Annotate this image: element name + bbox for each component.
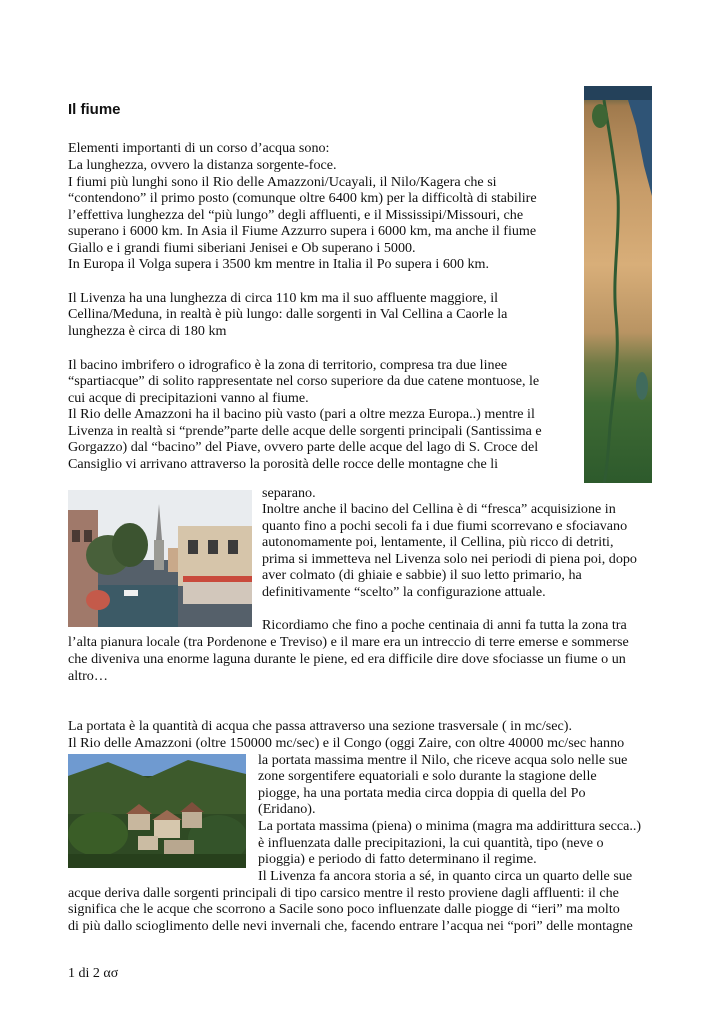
para5-line-1: La portata è la quantità di acqua che passa attraverso una sezione trasversale ( in mc/sec). <box>68 718 573 734</box>
canal-town-photo <box>68 490 252 627</box>
para4-side-line: Ricordiamo che fino a poche centinaia di anni fa tutta la zona tra <box>262 617 627 633</box>
nile-satellite-image <box>584 86 652 483</box>
para3-cont-line-1: separano. <box>262 485 316 501</box>
para5-side-line-7: pioggia) e periodo di fatto determinano il regime. <box>258 851 537 867</box>
para6-line-2: significa che le acque che scorrono a Sacile sono poco influenzate dalle piogge di “ieri” ma molto <box>68 901 620 917</box>
para3-cont-line-3: quanto fino a pochi secoli fa i due fiumi scorrevano e sfociavano <box>262 518 628 534</box>
para1-line-3: I fiumi più lunghi sono il Rio delle Amazzoni/Ucayali, il Nilo/Kagera che si <box>68 174 497 190</box>
para5-side-line-3: piogge, ha una portata media circa doppia di quella del Po <box>258 785 586 801</box>
para3-cont-line-5: prima si immetteva nel Livenza solo nei periodi di piena poi, dopo <box>262 551 637 567</box>
para5-side-line-1: la portata massima mentre il Nilo, che riceve acqua solo nelle sue <box>258 752 628 768</box>
para2-line-1: Il Livenza ha una lunghezza di circa 110 km ma il suo affluente maggiore, il <box>68 290 499 306</box>
para1-line-4: “contendono” il primo posto (comunque oltre 6400 km) per la difficoltà di stabilire <box>68 190 537 206</box>
page-footer: 1 di 2 ασ <box>68 966 119 981</box>
para4-line-3: altro… <box>68 668 108 684</box>
para2-line-3: lunghezza è circa di 180 km <box>68 323 227 339</box>
para5-side-line-5: La portata massima (piena) o minima (magra ma addirittura secca..) <box>258 818 642 834</box>
para3-cont-line-6: aver colmato (di ghiaie e sabbie) il suo letto primario, ha <box>262 567 582 583</box>
para4-line-2: che diveniva una enorme laguna durante le piene, ed era difficile dire dove sfociasse un fiume o un <box>68 651 626 667</box>
para3-line-3: cui acque di precipitazioni vanno al fiume. <box>68 390 309 406</box>
para5-side-line-4: (Eridano). <box>258 801 316 817</box>
para5-line-2: Il Rio delle Amazzoni (oltre 150000 mc/sec) e il Congo (oggi Zaire, con oltre 40000 mc/sec hanno <box>68 735 625 751</box>
para3-line-2: “spartiacque” di solito rappresentate nel corso superiore da due catene montuose, le <box>68 373 540 389</box>
para3-line-4: Il Rio delle Amazzoni ha il bacino più vasto (pari a oltre mezza Europa..) mentre il <box>68 406 535 422</box>
para6-line-3: di più dallo scioglimento delle nevi invernali che, facendo entrare l’acqua nei “pori” delle montagne <box>68 918 633 934</box>
para1-line-1: Elementi importanti di un corso d’acqua sono: <box>68 140 330 156</box>
nile-satellite-svg <box>584 86 652 483</box>
para3-cont-line-2: Inoltre anche il bacino del Cellina è di “fresca” acquisizione in <box>262 501 616 517</box>
para3-cont-line-7: definitivamente “scelto” la configurazione attuale. <box>262 584 546 600</box>
para5-side-line-2: zone sorgentifere equatoriali e solo durante la stagione delle <box>258 768 597 784</box>
para3-cont-line-4: autonomamente poi, lentamente, il Cellina, più ricco di detriti, <box>262 534 614 550</box>
para1-line-5: l’effettiva lunghezza del “più lungo” degli affluenti, e il Mississipi/Missouri, che <box>68 207 524 223</box>
para3-line-1: Il bacino imbrifero o idrografico è la zona di territorio, compresa tra due linee <box>68 357 508 373</box>
para3-line-5: Livenza in realtà si “prende”parte delle acque delle sorgenti principali (Santissima e <box>68 423 542 439</box>
para1-line-7: Giallo e i grandi fiumi siberiani Jenisei e Ob superano i 5000. <box>68 240 416 256</box>
para1-line-2: La lunghezza, ovvero la distanza sorgente-foce. <box>68 157 337 173</box>
para4-line-1: l’alta pianura locale (tra Pordenone e Treviso) e il mare era un intreccio di terre emerse e sommerse <box>68 634 629 650</box>
canal-town-svg <box>68 490 252 627</box>
para5-side-line-6: è influenzata dalle precipitazioni, la cui quantità, tipo (neve o <box>258 835 604 851</box>
para3-line-7: Cansiglio vi arrivano attraverso la porosità delle rocce delle montagne che li <box>68 456 499 472</box>
village-valley-photo <box>68 754 246 868</box>
para1-line-8: In Europa il Volga supera i 3500 km mentre in Italia il Po supera i 600 km. <box>68 256 490 272</box>
para2-line-2: Cellina/Meduna, in realtà è più lungo: dalle sorgenti in Val Cellina a Caorle la <box>68 306 508 322</box>
para6-line-1: acque deriva dalle sorgenti principali di tipo carsico mentre il resto proviene dagli affluenti: il che <box>68 885 619 901</box>
village-valley-svg <box>68 754 246 868</box>
para5-side-line-8: Il Livenza fa ancora storia a sé, in quanto circa un quarto delle sue <box>258 868 633 884</box>
para3-line-6: Gorgazzo) dal “bacino” del Piave, ovvero parte delle acque del lago di S. Croce del <box>68 439 539 455</box>
page-title: Il fiume <box>68 101 121 118</box>
para1-line-6: superano i 6000 km. In Asia il Fiume Azzurro supera i 6000 km, ma anche il fiume <box>68 223 537 239</box>
